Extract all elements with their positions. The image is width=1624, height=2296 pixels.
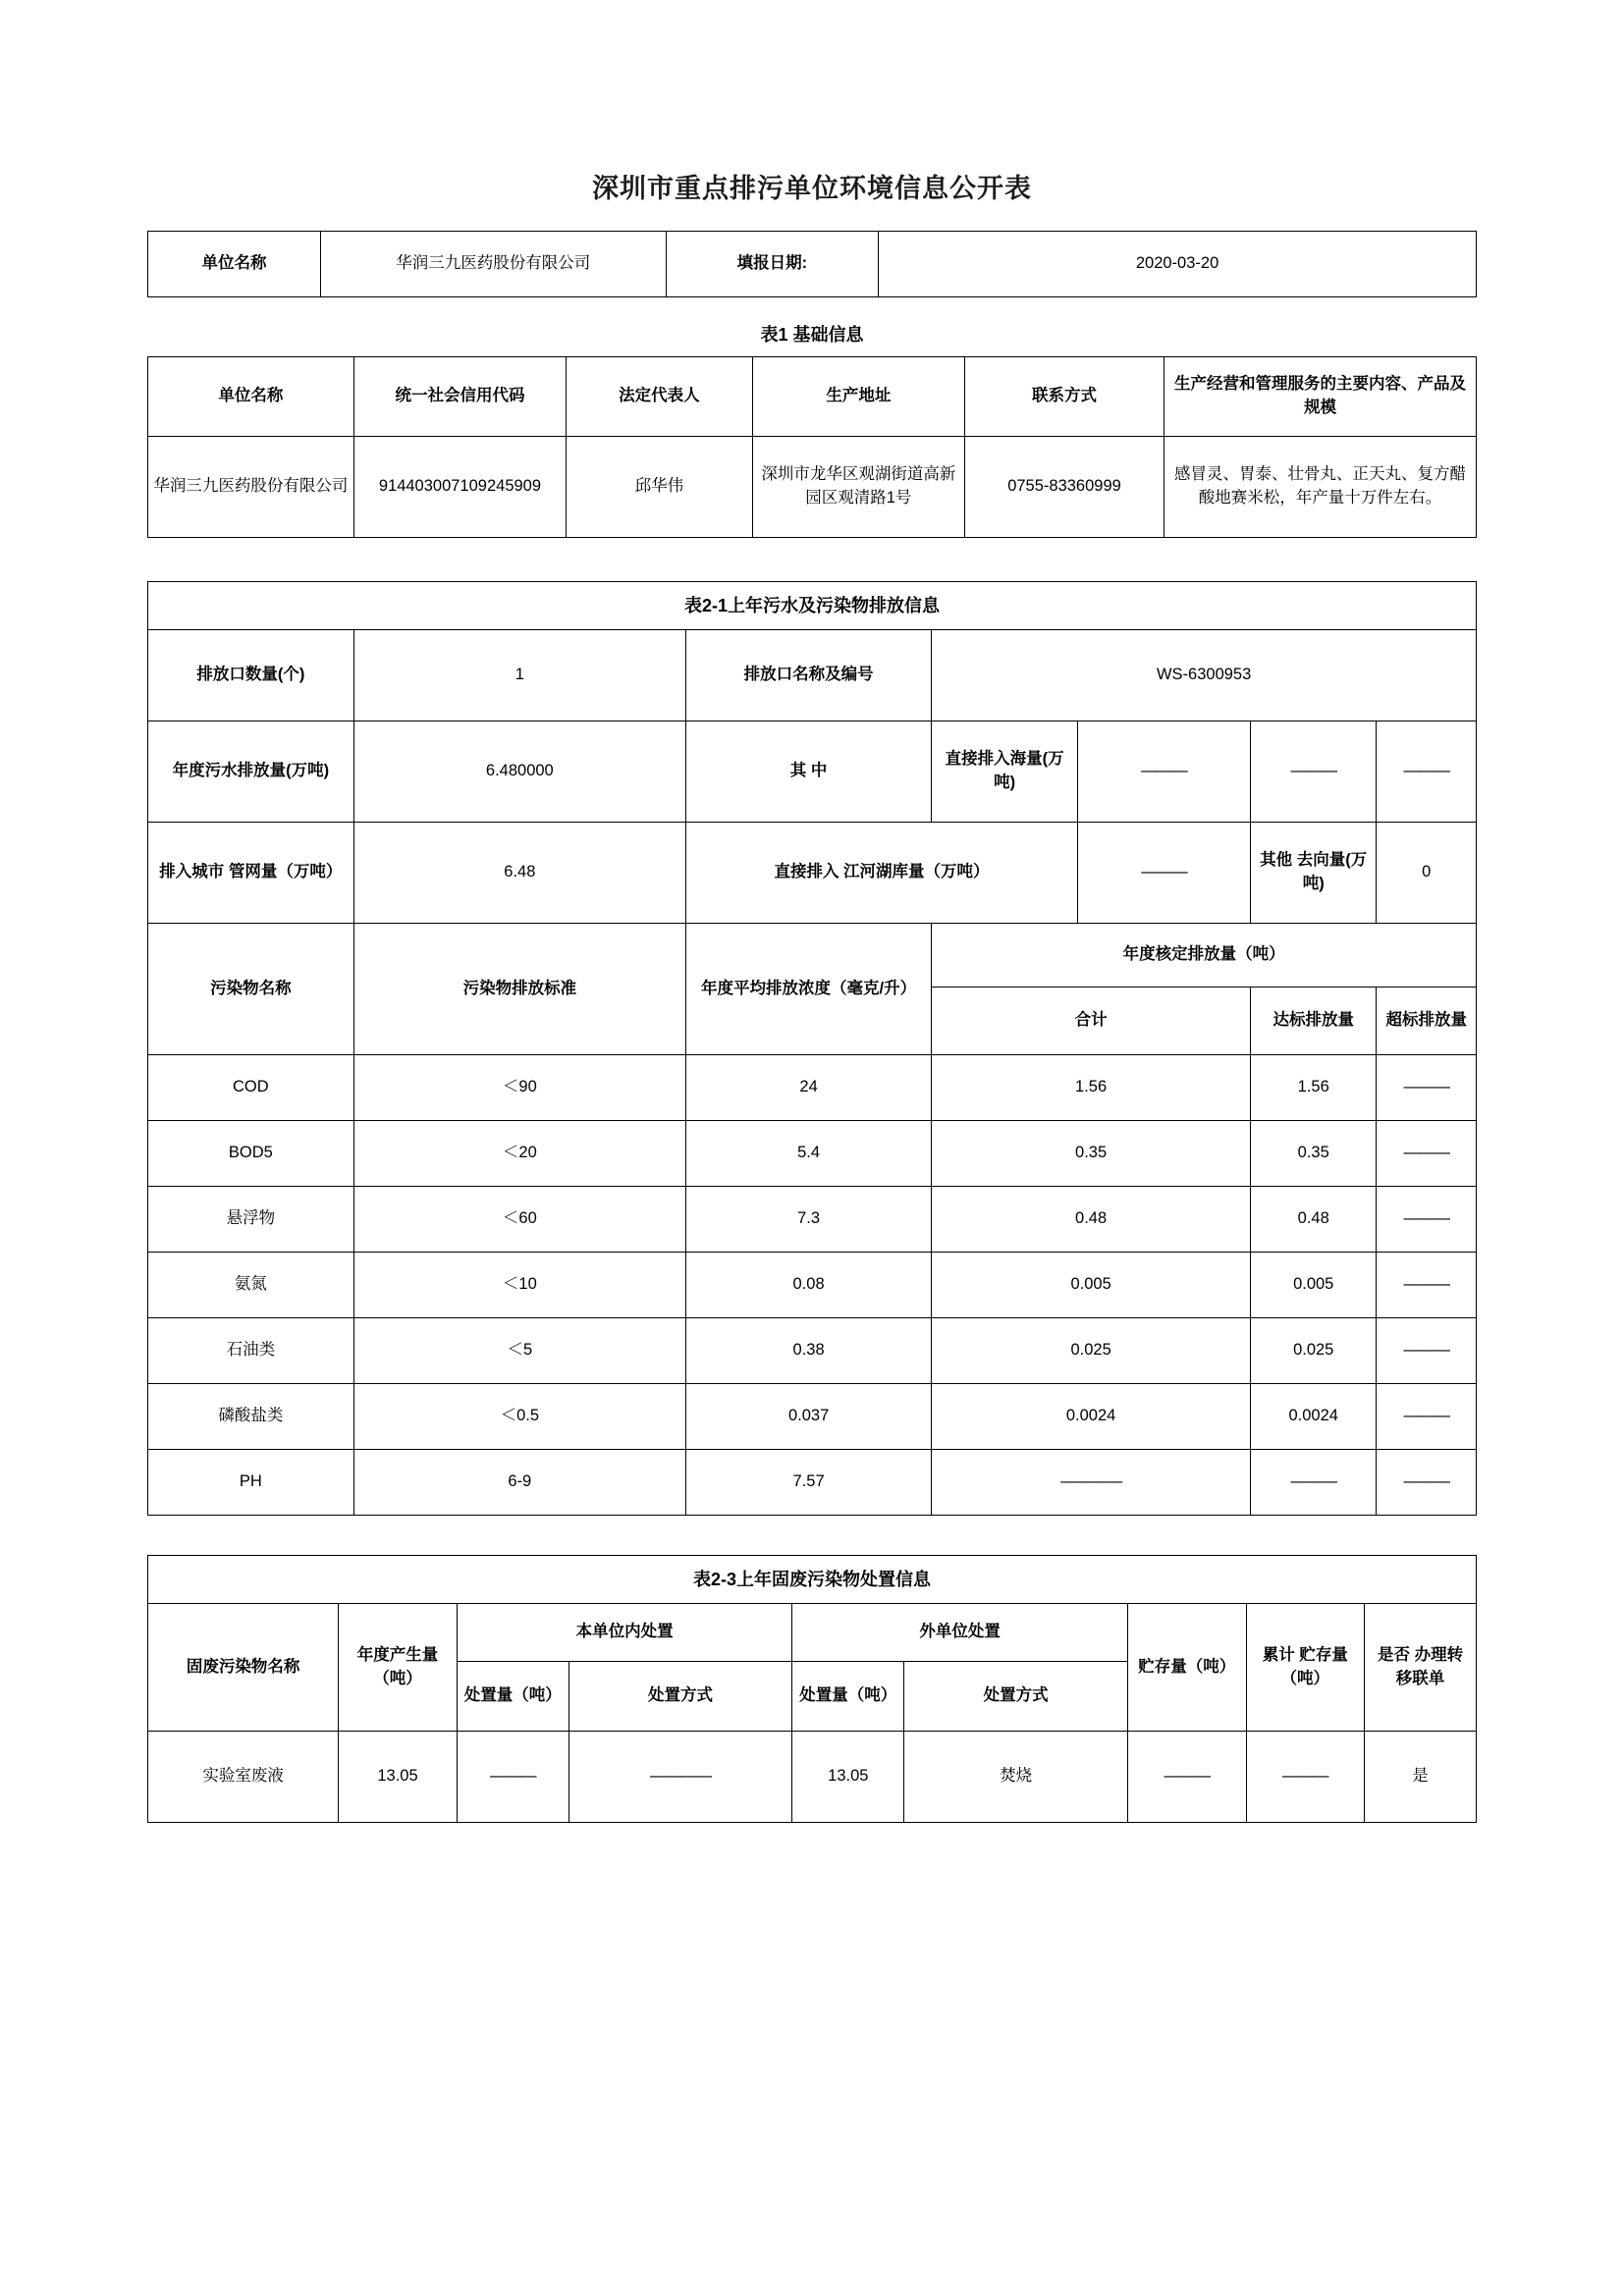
table-row [148, 1732, 1477, 1823]
table-row [148, 1121, 1477, 1187]
t23-col-name: 固废污染物名称 [148, 1604, 339, 1732]
t21-sea-blank2: ——— [1377, 721, 1477, 823]
table-row [148, 232, 1477, 297]
t21-row2-exceed: ——— [1377, 1187, 1477, 1253]
header-unit-value: 华润三九医药股份有限公司 [320, 232, 666, 297]
header-date-value: 2020-03-20 [879, 232, 1477, 297]
t21-row0-total: 1.56 [932, 1055, 1251, 1121]
t1-val-legal-rep: 邱华伟 [567, 437, 752, 538]
t21-row1-standard: ＜20 [353, 1121, 685, 1187]
t21-row4-avg: 0.38 [685, 1318, 931, 1384]
table1-caption: 表1 基础信息 [760, 325, 864, 345]
t21-row5-exceed: ——— [1377, 1384, 1477, 1450]
t21-other-value: 0 [1377, 823, 1477, 924]
t21-among-label: 其 中 [685, 721, 931, 823]
table21-wastewater [147, 581, 1477, 1516]
t1-val-unit: 华润三九医药股份有限公司 [148, 437, 354, 538]
t21-other-label: 其他 去向量(万吨) [1250, 823, 1377, 924]
t1-val-business-scope: 感冒灵、胃泰、壮骨丸、正天丸、复方醋酸地赛米松，年产量十万件左右。 [1164, 437, 1476, 538]
t21-row6-avg: 7.57 [685, 1450, 931, 1516]
t21-row6-standard: 6-9 [353, 1450, 685, 1516]
table-row [148, 437, 1477, 538]
t21-col-compliant: 达标排放量 [1250, 988, 1377, 1055]
t21-outlet-name-label: 排放口名称及编号 [685, 630, 931, 721]
t23-row0-internal-method: ———— [568, 1732, 792, 1823]
t21-col-total: 合计 [932, 988, 1251, 1055]
t21-river-value: ——— [1078, 823, 1251, 924]
t21-row5-name: 磷酸盐类 [148, 1384, 354, 1450]
t1-col-legal-rep: 法定代表人 [567, 357, 752, 437]
t1-val-address: 深圳市龙华区观湖街道高新园区观清路1号 [752, 437, 964, 538]
table-caption-row [148, 1556, 1477, 1604]
t1-col-contact: 联系方式 [965, 357, 1164, 437]
t23-caption: 表2-3上年固废污染物处置信息 [148, 1556, 1477, 1604]
t21-annual-label: 年度污水排放量(万吨) [148, 721, 354, 823]
t23-row0-external-amount: 13.05 [792, 1732, 904, 1823]
t1-col-business-scope: 生产经营和管理服务的主要内容、产品及规模 [1164, 357, 1476, 437]
t23-row0-name: 实验室废液 [148, 1732, 339, 1823]
table-header-row [148, 924, 1477, 988]
t21-row2-standard: ＜60 [353, 1187, 685, 1253]
t21-row3-name: 氨氮 [148, 1253, 354, 1318]
t23-row0-cumulative: ——— [1246, 1732, 1365, 1823]
t21-row2-avg: 7.3 [685, 1187, 931, 1253]
t21-row3-avg: 0.08 [685, 1253, 931, 1318]
t21-river-label: 直接排入 江河湖库量（万吨） [685, 823, 1077, 924]
t23-col-external-method: 处置方式 [904, 1662, 1128, 1732]
table-row [148, 630, 1477, 721]
t1-col-unit: 单位名称 [148, 357, 354, 437]
header-table [147, 231, 1477, 297]
t21-row6-total: ———— [932, 1450, 1251, 1516]
t21-row3-total: 0.005 [932, 1253, 1251, 1318]
t21-row0-exceed: ——— [1377, 1055, 1477, 1121]
t21-row5-compliant: 0.0024 [1250, 1384, 1377, 1450]
t21-row4-exceed: ——— [1377, 1318, 1477, 1384]
t21-row3-standard: ＜10 [353, 1253, 685, 1318]
t23-row0-transfer: 是 [1365, 1732, 1477, 1823]
t21-outlet-count-value: 1 [353, 630, 685, 721]
t21-row3-compliant: 0.005 [1250, 1253, 1377, 1318]
t21-row1-total: 0.35 [932, 1121, 1251, 1187]
t21-row5-total: 0.0024 [932, 1384, 1251, 1450]
table-row [148, 1384, 1477, 1450]
table-row [148, 1055, 1477, 1121]
t21-row5-avg: 0.037 [685, 1384, 931, 1450]
t21-row5-standard: ＜0.5 [353, 1384, 685, 1450]
t21-row6-compliant: ——— [1250, 1450, 1377, 1516]
t21-sea-blank1: ——— [1250, 721, 1377, 823]
header-date-label: 填报日期: [666, 232, 878, 297]
t21-row2-total: 0.48 [932, 1187, 1251, 1253]
t23-row0-storage: ——— [1127, 1732, 1246, 1823]
t21-col-exceed: 超标排放量 [1377, 988, 1477, 1055]
t21-row1-exceed: ——— [1377, 1121, 1477, 1187]
t23-col-internal-amount: 处置量（吨） [457, 1662, 568, 1732]
header-unit-label: 单位名称 [148, 232, 321, 297]
t1-col-address: 生产地址 [752, 357, 964, 437]
t21-row4-standard: ＜5 [353, 1318, 685, 1384]
t23-row0-external-method: 焚烧 [904, 1732, 1128, 1823]
t23-col-transfer: 是否 办理转移联单 [1365, 1604, 1477, 1732]
t21-row2-compliant: 0.48 [1250, 1187, 1377, 1253]
table-header-row [148, 357, 1477, 437]
t23-col-annual: 年度产生量（吨） [339, 1604, 458, 1732]
t21-pipe-value: 6.48 [353, 823, 685, 924]
t21-col-avg: 年度平均排放浓度（毫克/升） [685, 924, 931, 1055]
table-row [148, 1187, 1477, 1253]
t21-row0-name: COD [148, 1055, 354, 1121]
t1-col-credit-code: 统一社会信用代码 [353, 357, 566, 437]
t21-row4-name: 石油类 [148, 1318, 354, 1384]
t23-col-internal-method: 处置方式 [568, 1662, 792, 1732]
t1-val-contact: 0755-83360999 [965, 437, 1164, 538]
t21-row0-compliant: 1.56 [1250, 1055, 1377, 1121]
table-row [148, 721, 1477, 823]
t21-row1-avg: 5.4 [685, 1121, 931, 1187]
t21-row4-compliant: 0.025 [1250, 1318, 1377, 1384]
t21-col-pollutant: 污染物名称 [148, 924, 354, 1055]
t1-val-credit-code: 914403007109245909 [353, 437, 566, 538]
t21-row0-avg: 24 [685, 1055, 931, 1121]
t23-col-external-amount: 处置量（吨） [792, 1662, 904, 1732]
t21-sea-label: 直接排入海量(万吨) [932, 721, 1078, 823]
t21-row2-name: 悬浮物 [148, 1187, 354, 1253]
table-row [148, 1253, 1477, 1318]
table23-solid-waste [147, 1555, 1477, 1823]
page-title: 深圳市重点排污单位环境信息公开表 [592, 174, 1032, 203]
table-row [148, 1318, 1477, 1384]
table-header-row [148, 1604, 1477, 1662]
t21-col-standard: 污染物排放标准 [353, 924, 685, 1055]
t23-col-cumulative: 累计 贮存量（吨） [1246, 1604, 1365, 1732]
t21-outlet-name-value: WS-6300953 [932, 630, 1477, 721]
table-caption-row [148, 582, 1477, 630]
t23-col-storage: 贮存量（吨） [1127, 1604, 1246, 1732]
t21-row3-exceed: ——— [1377, 1253, 1477, 1318]
t21-col-approved: 年度核定排放量（吨） [932, 924, 1477, 988]
t21-caption: 表2-1上年污水及污染物排放信息 [148, 582, 1477, 630]
t21-row1-compliant: 0.35 [1250, 1121, 1377, 1187]
table-row [148, 823, 1477, 924]
t23-row0-annual: 13.05 [339, 1732, 458, 1823]
t21-outlet-count-label: 排放口数量(个) [148, 630, 354, 721]
t21-pipe-label: 排入城市 管网量（万吨） [148, 823, 354, 924]
t21-annual-value: 6.480000 [353, 721, 685, 823]
t21-row1-name: BOD5 [148, 1121, 354, 1187]
t23-col-internal: 本单位内处置 [457, 1604, 792, 1662]
t23-col-external: 外单位处置 [792, 1604, 1128, 1662]
t21-row0-standard: ＜90 [353, 1055, 685, 1121]
table-row [148, 1450, 1477, 1516]
t21-sea-value: ——— [1078, 721, 1251, 823]
t21-row4-total: 0.025 [932, 1318, 1251, 1384]
table1-basic-info [147, 356, 1477, 538]
t23-row0-internal-amount: ——— [457, 1732, 568, 1823]
t21-row6-exceed: ——— [1377, 1450, 1477, 1516]
t21-row6-name: PH [148, 1450, 354, 1516]
